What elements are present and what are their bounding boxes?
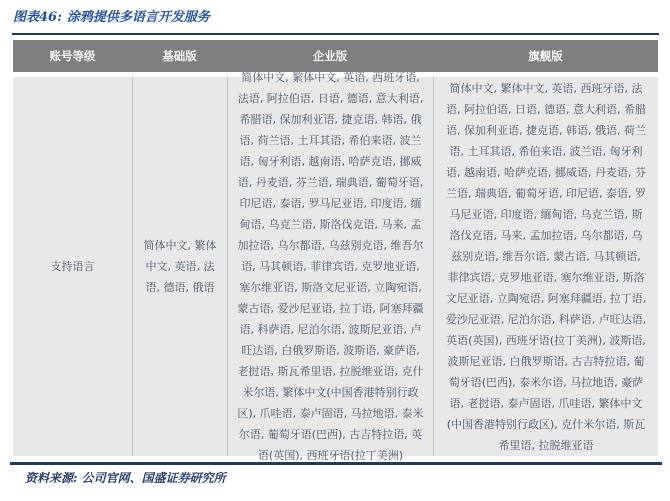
source-note	[25, 469, 226, 486]
source-text: 资料来源: 公司官网、国盛证券研究所	[25, 471, 226, 485]
basic-language-list: 简体中文, 繁体中文, 英语, 法语, 德语, 俄语	[143, 239, 217, 294]
header-account-level: 账号等级	[49, 49, 96, 63]
enterprise-language-list: 简体中文, 繁体中文, 英语, 西班牙语, 法语, 阿拉伯语, 日语, 德语, 意大利语, 希腊语, 保加利亚语, 捷克语, 韩语, 俄语, 荷兰语, 土耳其语, 希伯来语, 波兰语, 匈牙利语, 越南语, 哈萨克语, 挪威语, 丹麦语, 芬兰语, 瑞典语, 葡萄牙语, 印尼语, 泰语, 罗马尼亚语, 印度语, 缅甸语, 乌克兰语, 斯洛伐克语, 马来, 孟加拉语, 乌尔都语, 乌兹别克语, 维吾尔语, 马其顿语, 菲律宾语, 克罗地亚语, 塞尔维亚语, 斯洛文尼亚语, 立陶宛语, 蒙古语, 爱沙尼亚语, 拉丁语, 阿塞拜疆语, 科萨语, 尼泊尔语, 波斯尼亚语, 卢旺达语, 白俄罗斯语, 波斯语, 豪萨语, 老挝语, 斯瓦希里语, 拉脱维亚语, 克什米尔语, 繁体中文(中国香港特别行政区), 爪哇语, 泰卢固语, 马拉地语, 泰米尔语, 葡萄牙语(巴西), 古吉特拉语, 英语(英国), 西班牙语(拉丁美洲)	[237, 71, 424, 462]
cell-basic-languages	[132, 77, 227, 456]
feature-label: 支持语言	[50, 260, 95, 273]
header-basic-edition: 基础版	[162, 49, 197, 63]
figure-title: 涂鸦提供多语言开发服务	[66, 10, 210, 25]
caption-divider-rule	[12, 33, 659, 35]
header-flagship-edition: 旗舰版	[528, 49, 563, 63]
table-row	[13, 71, 658, 462]
figure-label: 图表46:	[13, 10, 62, 25]
header-enterprise-edition: 企业版	[312, 49, 348, 63]
cell-enterprise-languages	[227, 71, 433, 462]
figure-caption	[13, 6, 210, 25]
cell-flagship-languages	[433, 77, 658, 456]
flagship-language-list: 简体中文, 繁体中文, 英语, 西班牙语, 法语, 阿拉伯语, 日语, 德语, 意大利语, 希腊语, 保加利亚语, 捷克语, 韩语, 俄语, 荷兰语, 土耳其语, 希伯来语, 波兰语, 匈牙利语, 越南语, 哈萨克语, 挪威语, 丹麦语, 芬兰语, 瑞典语, 葡萄牙语, 印尼语, 泰语, 罗马尼亚语, 印度语, 缅甸语, 乌克兰语, 斯洛伐克语, 马来, 孟加拉语, 乌尔都语, 乌兹别克语, 维吾尔语, 蒙古语, 马其顿语, 菲律宾语, 克罗地亚语, 塞尔维亚语, 斯洛文尼亚语, 立陶宛语, 阿塞拜疆语, 拉丁语, 爱沙尼亚语, 尼泊尔语, 科萨语, 卢旺达语, 英语(英国), 西班牙语(拉丁美洲), 波斯语, 波斯尼亚语, 白俄罗斯语, 古吉特拉语, 葡萄牙语(巴西), 泰米尔语, 马拉地语, 豪萨语, 老挝语, 泰卢固语, 爪哇语, 繁体中文(中国香港特别行政区), 克什米尔语, 斯瓦希里语, 拉脱维亚语	[445, 81, 647, 452]
cell-feature-name	[13, 77, 132, 456]
language-support-table	[13, 40, 658, 462]
footer-divider-rule	[10, 462, 662, 465]
